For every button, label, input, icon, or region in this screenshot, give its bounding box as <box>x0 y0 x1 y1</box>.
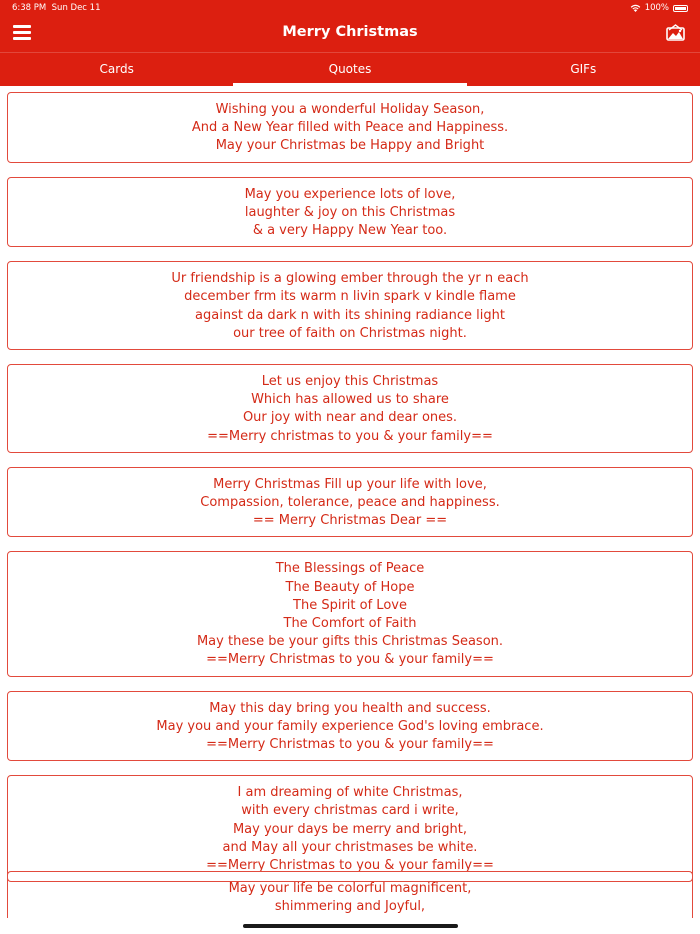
quote-line: May your days be merry and bright, <box>232 821 468 837</box>
battery-icon <box>673 5 688 12</box>
quote-line: Ur friendship is a glowing ember through the yr n each <box>171 271 529 287</box>
quote-line: The Blessings of Peace <box>275 561 425 577</box>
quote-line: May these be your gifts this Christmas Season. <box>196 634 504 650</box>
status-right <box>630 3 688 13</box>
quote-line: May this day bring you health and success. <box>209 700 491 716</box>
quote-line: == Merry Christmas Dear == <box>252 513 448 529</box>
quote-card[interactable] <box>7 691 693 762</box>
quote-card[interactable] <box>7 177 693 248</box>
quote-line: I am dreaming of white Christmas, <box>237 785 463 801</box>
quote-line: May you experience lots of love, <box>244 186 456 202</box>
quote-line: And a New Year filled with Peace and Happiness. <box>191 120 509 136</box>
page-title: Merry Christmas <box>282 24 418 40</box>
tab-quotes[interactable]: Quotes <box>233 53 466 86</box>
status-time <box>12 3 101 13</box>
quote-list <box>7 92 693 896</box>
quote-line: The Spirit of Love <box>293 597 407 613</box>
home-indicator[interactable] <box>243 924 458 928</box>
app-header <box>0 0 700 86</box>
tab-bar <box>0 52 700 86</box>
wifi-icon <box>630 4 641 12</box>
quote-line: shimmering and Joyful, <box>274 899 426 915</box>
quote-line: and May all your christmases be white. <box>222 839 478 855</box>
quote-card[interactable] <box>7 364 693 453</box>
quote-line: Compassion, tolerance, peace and happiness. <box>200 495 500 511</box>
quote-card[interactable] <box>7 261 693 350</box>
tab-cards[interactable]: Cards <box>99 62 134 76</box>
quote-line: our tree of faith on Christmas night. <box>233 325 467 341</box>
status-bar <box>0 0 700 18</box>
status-date: Sun Dec 11 <box>51 3 101 13</box>
quote-line: & a very Happy New Year too. <box>252 223 448 239</box>
quote-card[interactable] <box>7 775 693 882</box>
quote-line: laughter & joy on this Christmas <box>244 204 456 220</box>
quote-line: The Beauty of Hope <box>285 579 415 595</box>
quote-line: against da dark n with its shining radiance light <box>195 307 505 323</box>
quote-line: Which has allowed us to share <box>251 392 449 408</box>
quote-line: May your life be colorful magnificent, <box>228 881 472 896</box>
quote-line: ==Merry Christmas to you & your family== <box>206 652 494 668</box>
quote-line: ==Merry Christmas to you & your family== <box>206 858 494 874</box>
quote-card[interactable] <box>7 551 693 676</box>
greeting-card-icon[interactable] <box>666 24 685 41</box>
quote-card[interactable] <box>7 92 693 163</box>
quote-line: Merry Christmas Fill up your life with love, <box>213 476 487 492</box>
quote-line: Our joy with near and dear ones. <box>242 410 458 426</box>
quote-line: ==Merry christmas to you & your family== <box>207 428 493 444</box>
quote-line: december frm its warm n livin spark v kindle flame <box>184 289 516 305</box>
quote-line: ==Merry Christmas to you & your family== <box>206 737 494 753</box>
quote-line: The Comfort of Faith <box>283 616 417 632</box>
quote-line: Let us enjoy this Christmas <box>261 374 439 390</box>
quote-line: Wishing you a wonderful Holiday Season, <box>215 102 485 117</box>
quote-card[interactable] <box>7 467 693 538</box>
quote-line: with every christmas card i write, <box>241 803 459 819</box>
tab-gifs[interactable]: GIFs <box>570 62 597 76</box>
status-time-value: 6:38 PM <box>12 3 47 13</box>
battery-percent: 100% <box>644 3 669 13</box>
quote-line: May your Christmas be Happy and Bright <box>215 138 485 154</box>
quote-line: May you and your family experience God's loving embrace. <box>156 718 544 734</box>
